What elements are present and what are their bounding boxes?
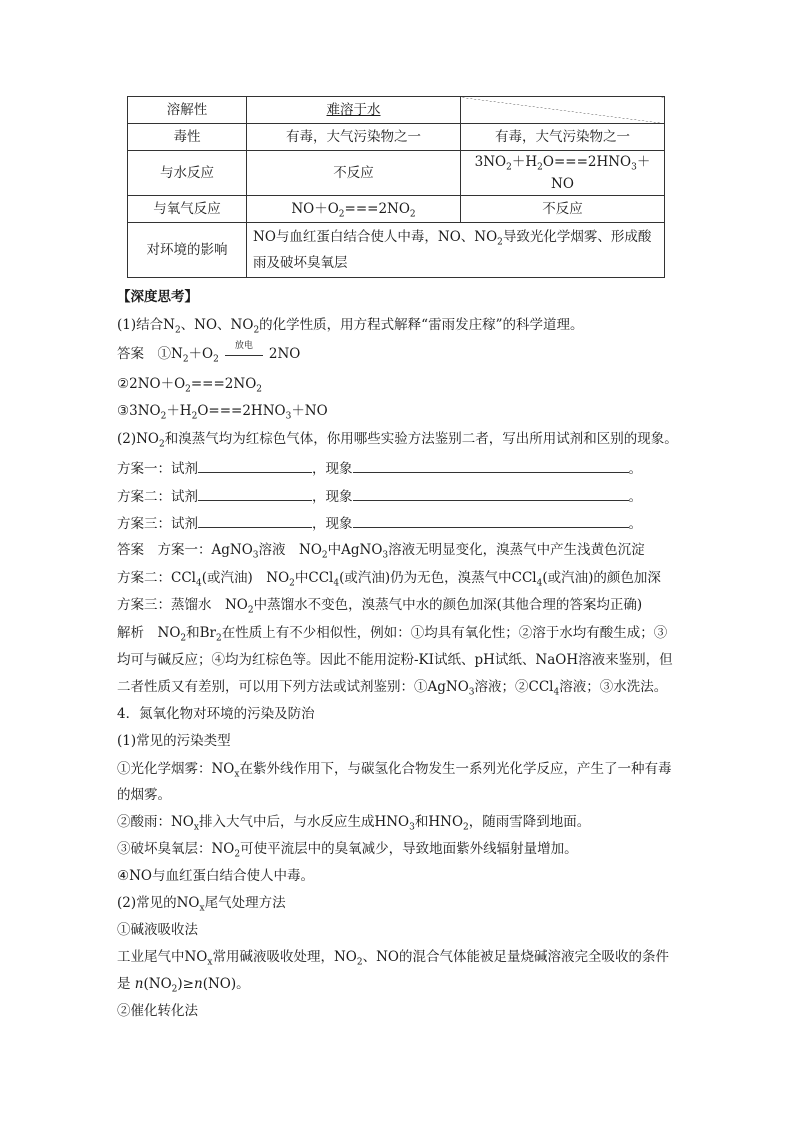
no-water-reaction: 不反应 [247, 151, 461, 196]
table-row [128, 223, 665, 278]
environment-impact: NO与血红蛋白结合使人中毒，NO、$NO_2$导致光化学烟雾、形成酸雨及破坏臭氧层 [247, 223, 665, 278]
answer-1-eq1: 答案 $①N_2+O_2$ 放电 2NO [117, 340, 301, 365]
pollution-poisoning: ④NO与血红蛋白结合使人中毒。 [117, 868, 314, 884]
plan-2-blank: 方案二：试剂 ，现象 。 [117, 486, 642, 506]
no2-water-reaction: $3NO_2+H_2O===2HNO_3+NO$ [461, 151, 665, 196]
table-row [128, 124, 665, 151]
row-label: 与氧气反应 [128, 196, 247, 223]
no-toxicity: 有毒，大气污染物之一 [247, 124, 461, 151]
explanation-line-1: 解析 $NO_2$和$Br_2$在性质上有不少相似性，例如：①均具有氧化性；②溶于水均有酸生成；③ [117, 625, 668, 644]
answer-label: 答案 [117, 542, 144, 558]
no-solubility: 难溶于水 [247, 97, 461, 124]
method-alkali: ①碱液吸收法 [117, 922, 198, 938]
pollution-ozone: ③破坏臭氧层：$NO_2$可使平流层中的臭氧减少，导致地面紫外线辐射量增加。 [117, 841, 578, 860]
explanation-label: 解析 [117, 625, 144, 641]
row-label: 对环境的影响 [128, 223, 247, 278]
no-oxygen-reaction: $NO+O_2===2NO_2$ [247, 196, 461, 223]
row-label: 与水反应 [128, 151, 247, 196]
table-row [128, 151, 665, 196]
pollution-smog: ①光化学烟雾：$NO_x$在紫外线作用下，与碳氢化合物发生一系列光化学反应，产生了一种有毒 [117, 761, 672, 780]
row-label: 毒性 [128, 124, 247, 151]
answer-2-plan-3: 方案三：蒸馏水 $NO_2$中蒸馏水不变色，溴蒸气中水的颜色加深(其他合理的答案均正确) [117, 597, 643, 616]
plan-1-blank: 方案一：试剂 ，现象 。 [117, 458, 642, 478]
no2-toxicity: 有毒，大气污染物之一 [461, 124, 665, 151]
explanation-line-3: 二者性质又有差别，可以用下列方法或试剂鉴别：①AgNO$_3$溶液；②CCl$_4$溶液；③水洗法。 [117, 679, 668, 698]
subsection-treatment: (2)常见的$NO_x$尾气处理方法 [117, 895, 286, 914]
question-2: $(2)NO_2$和溴蒸气均为红棕色气体，你用哪些实验方法鉴别二者，写出所用试剂和区别的现象。 [117, 431, 678, 450]
answer-2-plan-2: 方案二：CCl$_4$(或汽油) $NO_2$中CCl$_4$(或汽油)仍为无色，溴蒸气中CCl$_4$(或汽油)的颜色加深 [117, 570, 661, 589]
pollution-acid-rain: ②酸雨：$NO_x$排入大气中后，与水反应生成$HNO_3$和$HNO_2$，随雨雪降到地面。 [117, 814, 591, 833]
question-1: (1)结合$N_2$、NO、$NO_2$的化学性质，用方程式解释“雷雨发庄稼”的科学道理。 [117, 317, 584, 336]
row-label: 溶解性 [128, 97, 247, 124]
pollution-smog-cont: 的烟雾。 [117, 787, 171, 803]
diagonal-cell [461, 97, 665, 124]
no2-oxygen-reaction: 不反应 [461, 196, 665, 223]
method-catalytic: ②催化转化法 [117, 1003, 198, 1019]
answer-label: 答案 [117, 346, 144, 362]
section-4-title: 4．氮氧化物对环境的污染及防治 [117, 706, 315, 722]
method-alkali-text: 工业尾气中$NO_x$常用碱液吸收处理，$NO_2$、NO的混合气体能被足量烧碱溶液完全吸收的条件 [117, 949, 669, 968]
answer-1-eq2: $②2NO+O_2===2NO_2$ [117, 376, 263, 395]
answer-2-plan-1: 答案 方案一：AgNO$_3$溶液 $NO_2$中AgNO$_3$溶液无明显变化，溴蒸气中产生浅黄色沉淀 [117, 542, 645, 561]
reaction-arrow: 放电 [225, 348, 263, 362]
plan-3-blank: 方案三：试剂 ，现象 。 [117, 513, 642, 533]
method-alkali-condition: 是 $n(NO_2)\ge n(NO)$。 [117, 976, 250, 995]
table-row [128, 196, 665, 223]
answer-1-eq3: $③3NO_2+H_2O===2HNO_3+NO$ [117, 403, 328, 422]
table-row [128, 97, 665, 124]
explanation-line-2: 均可与碱反应；④均为红棕色等。因此不能用淀粉-KI试纸、pH试纸、NaOH溶液来鉴别，但 [117, 652, 673, 668]
deep-thinking-heading: 【深度思考】 [117, 289, 198, 305]
subsection-pollution-types: (1)常见的污染类型 [117, 733, 231, 749]
properties-table [127, 96, 665, 278]
